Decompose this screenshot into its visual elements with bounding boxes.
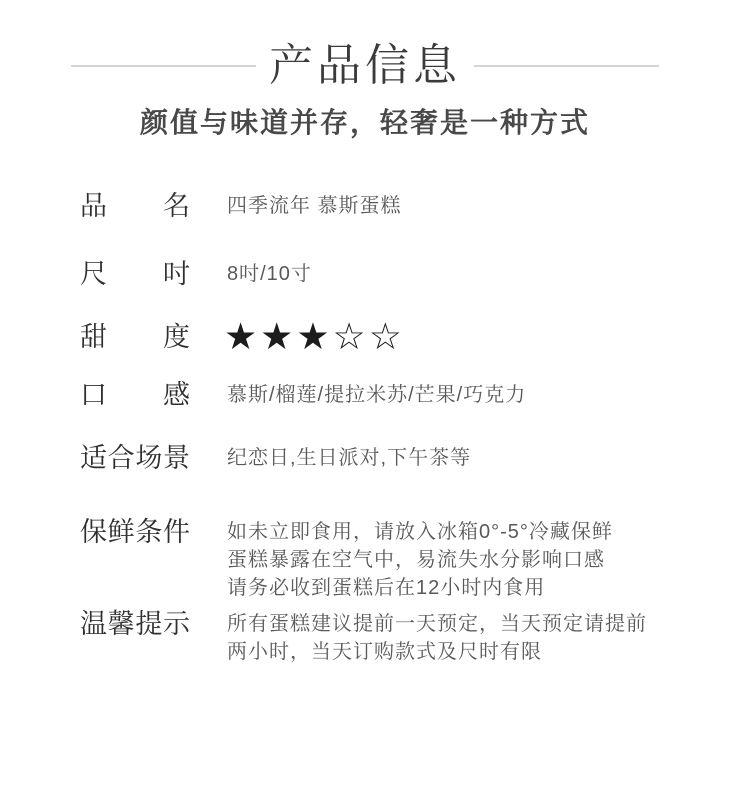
row-label [80,610,190,638]
row-value-line: 所有蛋糕建议提前一天预定，当天预定请提前 [227,613,647,635]
row-value: 8吋/10寸 [227,263,312,285]
row-value: 纪恋日,生日派对,下午茶等 [227,447,472,469]
row-label-char: 鲜 [107,517,135,547]
row-label [80,381,190,409]
row-label-char: 度 [163,322,190,352]
row-label [80,518,190,546]
row-label [80,192,190,220]
row-label-char: 适 [80,443,107,473]
product-row [80,260,675,288]
row-label-char: 条 [135,517,163,547]
page-subtitle: 颜值与味道并存，轻奢是一种方式 [139,107,590,138]
row-value-line: 两小时，当天订购款式及尺时有限 [227,641,542,663]
page-title-row [0,40,730,92]
row-label-char: 甜 [80,322,107,352]
star-filled-icon: ★ [224,315,258,358]
row-value-line: 蛋糕暴露在空气中，易流失水分影响口感 [227,549,605,571]
row-label-char: 保 [80,517,107,547]
row-label-char: 品 [80,191,107,221]
product-row [80,192,675,220]
product-row [80,381,675,409]
star-filled-icon: ★ [260,315,294,358]
row-label [80,323,190,351]
star-empty-icon: ☆ [368,315,402,358]
row-label-char: 吋 [163,259,190,289]
page-title: 产品信息 [269,41,461,90]
row-value-line: 如未立即食用，请放入冰箱0°-5°冷藏保鲜 [227,521,613,543]
product-info-page [0,40,730,808]
row-label-char: 尺 [80,259,107,289]
sweetness-rating [224,315,405,358]
row-label [80,444,190,472]
product-rows [0,192,730,666]
row-value: 慕斯/榴莲/提拉米苏/芒果/巧克力 [227,384,527,406]
row-label-char: 感 [163,380,190,410]
row-label-char: 件 [162,517,190,547]
star-filled-icon: ★ [296,315,330,358]
row-label-char: 提 [135,609,163,639]
row-label-char: 温 [80,609,107,639]
row-value [227,518,613,602]
row-label-char: 名 [163,191,190,221]
row-label-char: 示 [162,609,190,639]
title-divider-right [474,65,659,67]
product-row [80,444,675,472]
row-value [227,610,647,666]
title-divider-left [71,65,256,67]
row-label-char: 合 [107,443,135,473]
product-row [80,518,675,602]
row-label-char: 馨 [107,609,135,639]
row-label [80,260,190,288]
row-value-line: 请务必收到蛋糕后在12小时内食用 [227,577,546,599]
row-label-char: 场 [135,443,163,473]
product-row [80,610,675,666]
row-label-char: 景 [162,443,190,473]
product-row [80,315,675,358]
row-value: 四季流年 慕斯蛋糕 [227,195,402,217]
row-label-char: 口 [80,380,107,410]
star-empty-icon: ☆ [332,315,366,358]
